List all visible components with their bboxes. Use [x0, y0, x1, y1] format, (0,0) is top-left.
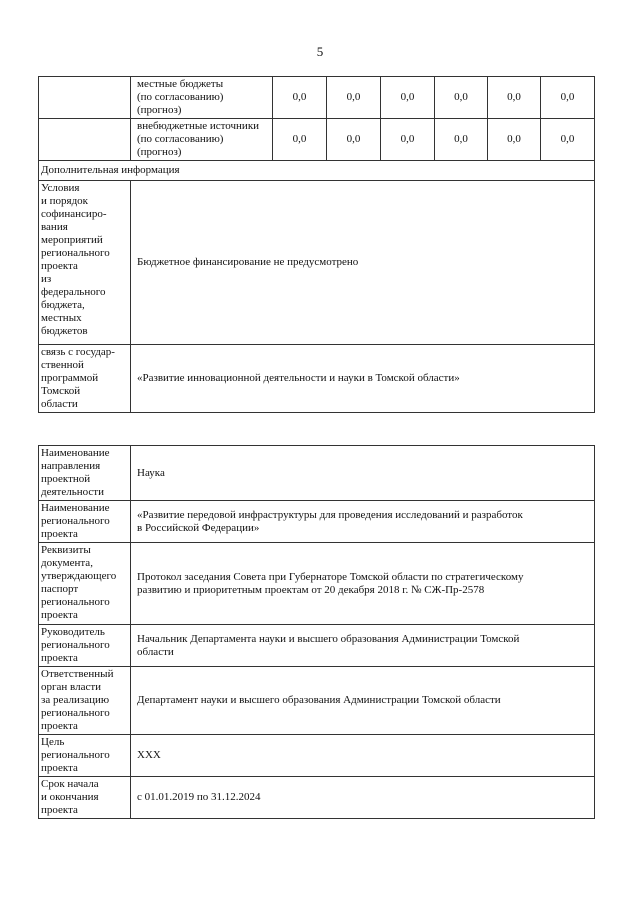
value-cell: 0,0	[327, 119, 381, 161]
table-row	[39, 777, 595, 819]
program-label: связь с государ- ственной программой Томской области	[39, 345, 131, 413]
empty-cell	[39, 119, 131, 161]
row-value: «Развитие передовой инфраструктуры для проведения исследований и разработок в Российской Федерации»	[131, 501, 595, 543]
table-row	[39, 119, 595, 161]
row-label: Срок начала и окончания проекта	[39, 777, 131, 819]
row-value: Наука	[131, 446, 595, 501]
row-label: Руководитель регионального проекта	[39, 625, 131, 667]
value-cell: 0,0	[381, 119, 435, 161]
empty-cell	[39, 77, 131, 119]
row-value: Протокол заседания Совета при Губернаторе Томской области по стратегическому развитию и приоритетным проектам от 20 декабря 2018 г. № СЖ-Пр-2578	[131, 543, 595, 625]
value-cell: 0,0	[435, 119, 488, 161]
value-cell: 0,0	[541, 77, 595, 119]
value-cell: 0,0	[435, 77, 488, 119]
value-cell: 0,0	[488, 119, 541, 161]
budget-table	[38, 76, 595, 413]
table-row	[39, 501, 595, 543]
project-passport-table	[38, 445, 595, 819]
program-value: «Развитие инновационной деятельности и науки в Томской области»	[131, 345, 595, 413]
table-row	[39, 667, 595, 735]
row-value: Департамент науки и высшего образования Администрации Томской области	[131, 667, 595, 735]
row-value: с 01.01.2019 по 31.12.2024	[131, 777, 595, 819]
row-label: Наименование направления проектной деятельности	[39, 446, 131, 501]
value-cell: 0,0	[541, 119, 595, 161]
table-row	[39, 625, 595, 667]
row-label: Цель регионального проекта	[39, 735, 131, 777]
value-cell: 0,0	[273, 119, 327, 161]
section-header: Дополнительная информация	[39, 161, 595, 181]
row-value: XXX	[131, 735, 595, 777]
value-cell: 0,0	[273, 77, 327, 119]
table-row	[39, 345, 595, 413]
table-row	[39, 543, 595, 625]
table-row	[39, 735, 595, 777]
row-label: Ответственный орган власти за реализацию регионального проекта	[39, 667, 131, 735]
value-cell: 0,0	[327, 77, 381, 119]
row-label: Реквизиты документа, утверждающего паспорт регионального проекта	[39, 543, 131, 625]
row-label: Наименование регионального проекта	[39, 501, 131, 543]
table-row	[39, 446, 595, 501]
value-cell: 0,0	[488, 77, 541, 119]
conditions-label: Условия и порядок софинансиро- вания мероприятий регионального проекта из федерального бюджета, местных бюджетов	[39, 181, 131, 345]
page-number: 5	[316, 44, 324, 59]
source-cell: местные бюджеты (по согласованию) (прогноз)	[131, 77, 273, 119]
row-value: Начальник Департамента науки и высшего образования Администрации Томской области	[131, 625, 595, 667]
table-row	[39, 181, 595, 345]
table-row	[39, 77, 595, 119]
conditions-value: Бюджетное финансирование не предусмотрено	[131, 181, 595, 345]
source-cell: внебюджетные источники (по согласованию) (прогноз)	[131, 119, 273, 161]
value-cell: 0,0	[381, 77, 435, 119]
table-row	[39, 161, 595, 181]
